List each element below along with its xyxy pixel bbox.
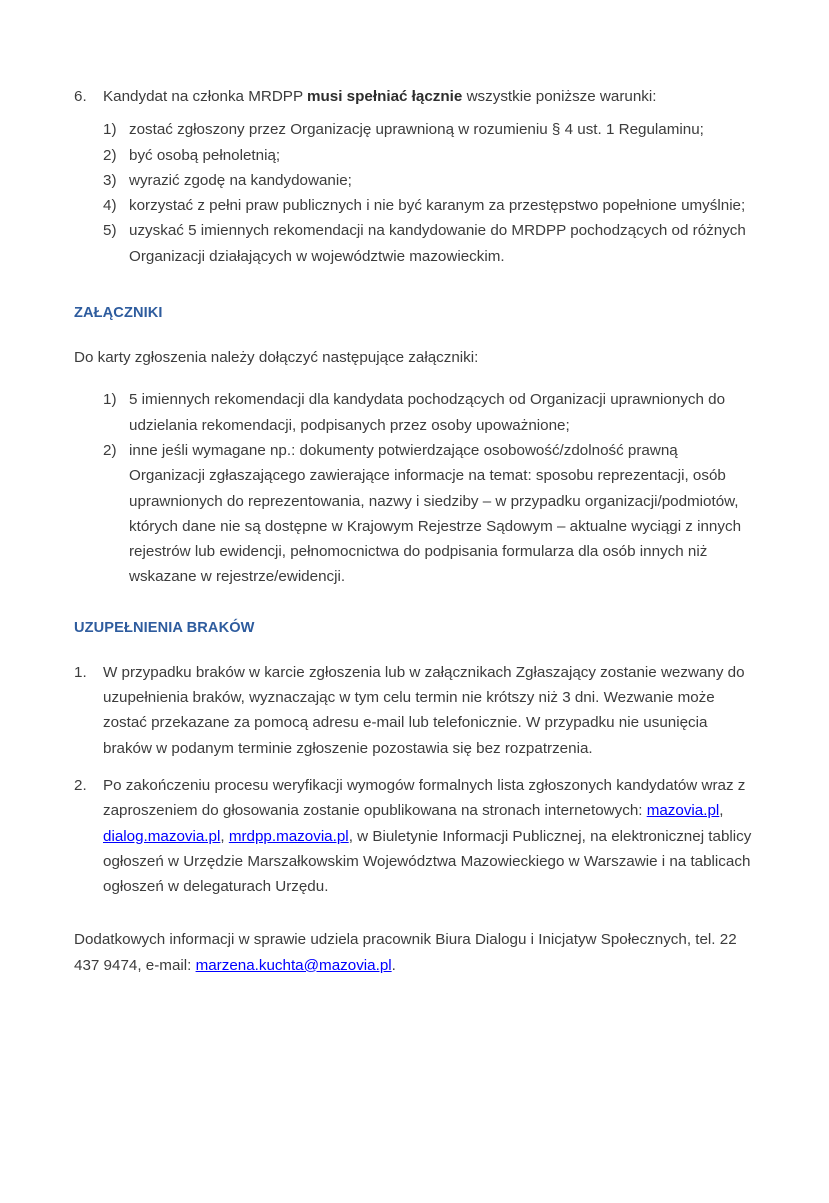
list-marker: 5) <box>103 222 117 240</box>
attachments-intro: Do karty zgłoszenia należy dołączyć następujące załączniki: <box>74 349 479 367</box>
list-item <box>103 117 755 142</box>
list-marker-6: 6. <box>74 88 87 105</box>
contact-text-after-email: . <box>391 956 396 974</box>
list-item-text: inne jeśli wymagane np.: dokumenty potwierdzające osobowość/zdolność prawną Organizacji zgłaszającego zawierające informacje na temat: sposobu reprezentacji, osób uprawnionych do reprezentowania, nazwy i siedziby – w przypadku organizacji/podmiotów, których dane nie są dostępne w Krajowym Rejestrze Sądowym – aktualne wyciągi z innych rejestrów lub ewidencji, pełnomocnictwa do podpisania formularza dla osób innych niż wskazane w rejestrze/ewidencji. <box>129 441 742 586</box>
list-marker: 1) <box>103 121 117 139</box>
list-item-6 <box>74 84 755 109</box>
spacer <box>74 323 755 345</box>
list-item-text: wyrazić zgodę na kandydowanie; <box>129 171 352 189</box>
separator: , <box>719 802 724 820</box>
list-marker: 2) <box>103 441 117 459</box>
list-item <box>103 387 755 438</box>
attachments-list-wrap <box>103 387 755 589</box>
spacer <box>74 269 755 303</box>
requirements-sublist <box>103 117 755 269</box>
spacer <box>74 370 755 387</box>
section-heading-attachments: ZAŁĄCZNIKI <box>74 305 163 322</box>
deficiencies-item2-part2: , w Biuletynie Informacji Publicznej, na elektronicznej tablicy ogłoszeń w Urzędzie Marszałkowskim Województwa Mazowieckiego w Warszawie i na tablicach ogłoszeń w delegaturach Urzędu. <box>103 827 752 896</box>
list-item <box>103 143 755 168</box>
list-item-text: uzyskać 5 imiennych rekomendacji na kandydowanie do MRDPP pochodzących od różnych Organizacji działających w województwie mazowieckim. <box>129 222 746 265</box>
spacer <box>74 590 755 618</box>
list-item <box>103 218 755 269</box>
requirements-sublist-wrap <box>103 117 755 269</box>
attachments-list <box>103 387 755 589</box>
contact-text-before-email: Dodatkowych informacji w sprawie udziela pracownik Biura Dialogu i Inicjatyw Społecznych, tel. 22 437 9474, e-mail: <box>74 931 737 974</box>
spacer <box>74 899 755 927</box>
list-item-text: 5 imiennych rekomendacji dla kandydata pochodzących od Organizacji uprawnionych do udzielania rekomendacji, podpisanych przez osoby upoważnione; <box>129 391 726 434</box>
link-mazovia-pl[interactable]: mazovia.pl <box>646 802 720 820</box>
list-item-text: korzystać z pełni praw publicznych i nie być karanym za przestępstwo popełnione umyślnie; <box>129 197 746 215</box>
list-item-text: W przypadku braków w karcie zgłoszenia lub w załącznikach Zgłaszający zostanie wezwany do uzupełnienia braków, wyznaczając w tym celu termin nie krótszy niż 3 dni. Wezwanie może zostać przekazane za pomocą adresu e-mail lub telefonicznie. W przypadku nie usunięcia braków w podanym terminie zgłoszenie pozostawia się bez rozpatrzenia. <box>103 663 745 757</box>
list-item-text: zostać zgłoszony przez Organizację uprawnioną w rozumieniu § 4 ust. 1 Regulaminu; <box>129 121 704 139</box>
requirements-list <box>74 84 755 109</box>
link-email-marzena-kuchta[interactable]: marzena.kuchta@mazovia.pl <box>195 956 392 974</box>
contact-paragraph <box>74 927 755 978</box>
item6-text-after-bold: wszystkie poniższe warunki: <box>462 88 657 105</box>
list-item <box>103 193 755 218</box>
list-marker: 1. <box>74 663 87 681</box>
list-marker: 1) <box>103 391 117 409</box>
list-marker: 2) <box>103 146 117 164</box>
list-item-text: być osobą pełnoletnią; <box>129 146 281 164</box>
link-mrdpp-mazovia-pl[interactable]: mrdpp.mazovia.pl <box>228 827 349 845</box>
item6-bold-text: musi spełniać łącznie <box>307 88 463 105</box>
item6-text-before-bold: Kandydat na członka MRDPP <box>103 88 308 105</box>
spacer <box>74 638 755 660</box>
list-item-text <box>103 777 751 895</box>
list-marker: 2. <box>74 776 87 794</box>
list-item <box>74 660 755 761</box>
item6-text <box>103 88 656 105</box>
list-marker: 4) <box>103 197 117 215</box>
spacer <box>74 109 755 117</box>
deficiencies-item2-part1: Po zakończeniu procesu weryfikacji wymogów formalnych lista zgłoszonych kandydatów wraz z zaproszeniem do głosowania zostanie opublikowana na stronach internetowych: <box>103 776 746 820</box>
list-item <box>103 438 755 590</box>
spacer <box>74 761 755 773</box>
list-marker: 3) <box>103 171 117 189</box>
list-item <box>103 168 755 193</box>
list-item <box>74 773 755 899</box>
deficiencies-list <box>74 660 755 900</box>
section-heading-deficiencies: UZUPEŁNIENIA BRAKÓW <box>74 619 255 636</box>
link-dialog-mazovia-pl[interactable]: dialog.mazovia.pl <box>103 827 221 845</box>
separator: , <box>220 827 229 845</box>
